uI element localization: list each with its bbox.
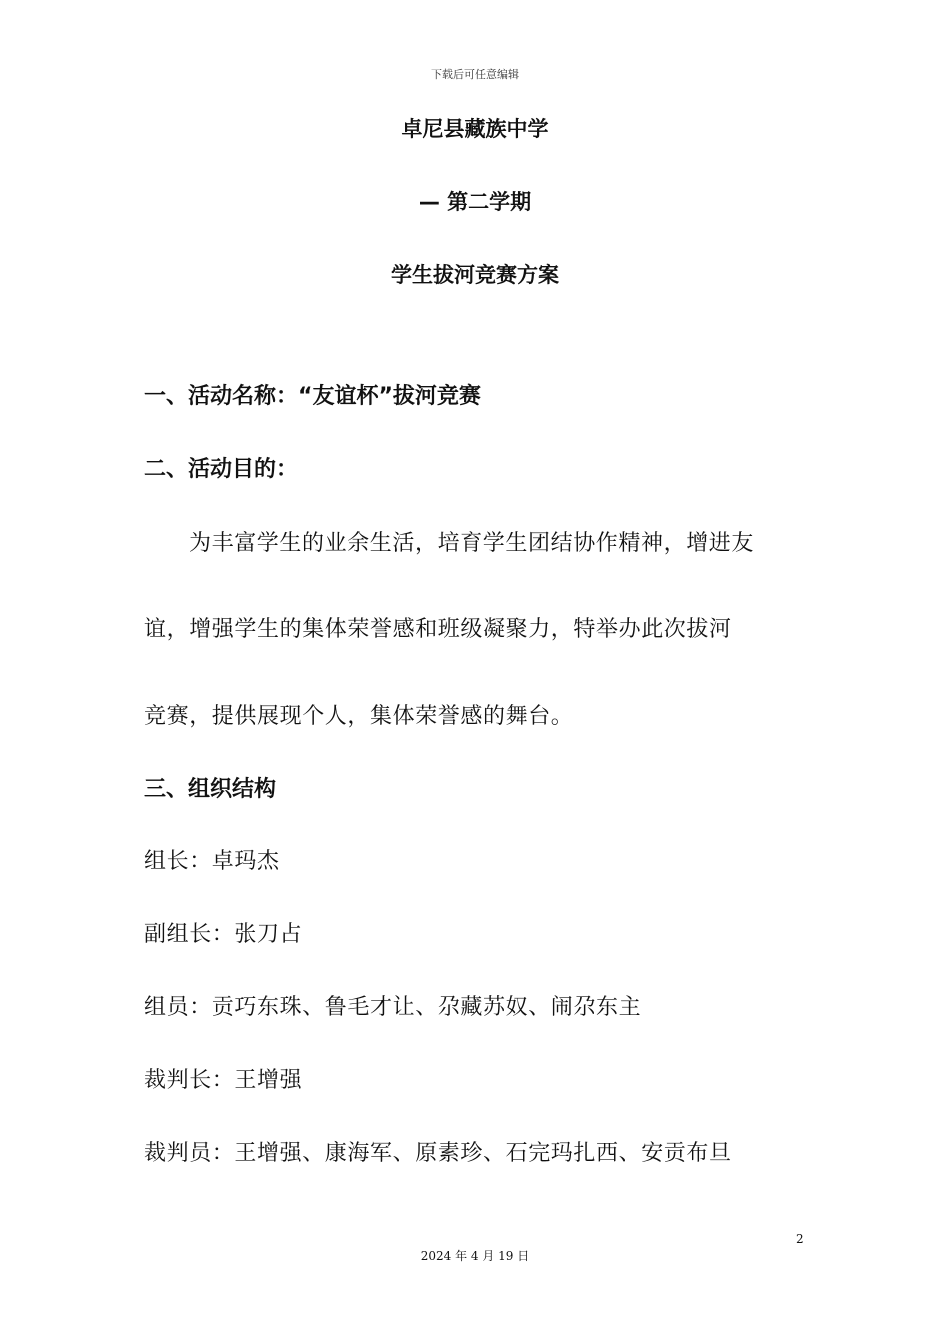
section-heading-activity-purpose: 二、活动目的： bbox=[144, 457, 299, 482]
document-title: 学生拔河竞赛方案 bbox=[391, 263, 559, 287]
page-number: 2 bbox=[796, 1232, 804, 1246]
section-heading-activity-name: 一、活动名称：“友谊杯”拔河竞赛 bbox=[144, 384, 481, 409]
header-note: 下载后可任意编辑 bbox=[431, 68, 519, 81]
organization-entry-members: 组员：贡巧东珠、鲁毛才让、尕藏苏奴、闹尕东主 bbox=[144, 995, 642, 1020]
footer-date: 2024 年 4 月 19 日 bbox=[420, 1249, 530, 1263]
purpose-paragraph-line: 为丰富学生的业余生活，培育学生团结协作精神，增进友 bbox=[189, 531, 755, 556]
purpose-paragraph-line: 谊，增强学生的集体荣誉感和班级凝聚力，特举办此次拔河 bbox=[144, 617, 732, 642]
purpose-paragraph-line: 竞赛，提供展现个人，集体荣誉感的舞台。 bbox=[144, 704, 574, 729]
organization-entry-referees: 裁判员：王增强、康海军、原素珍、石完玛扎西、安贡布旦 bbox=[144, 1141, 732, 1166]
section-heading-organization: 三、组织结构 bbox=[144, 777, 277, 802]
organization-entry-deputy-leader: 副组长：张刀占 bbox=[144, 922, 303, 947]
semester-title: — 第二学期 bbox=[418, 190, 532, 214]
organization-entry-chief-referee: 裁判长：王增强 bbox=[144, 1068, 303, 1093]
organization-entry-leader: 组长：卓玛杰 bbox=[144, 849, 280, 874]
school-title: 卓尼县藏族中学 bbox=[401, 117, 549, 141]
